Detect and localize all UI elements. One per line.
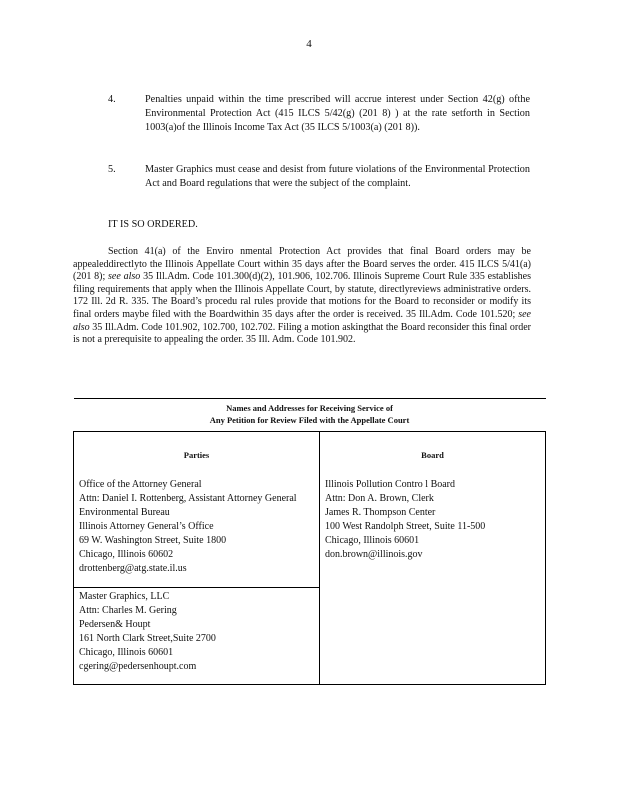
board-line: Attn: Don A. Brown, Clerk <box>325 493 434 504</box>
party-line: Master Graphics, LLC <box>79 591 170 602</box>
board-contact <box>320 476 546 685</box>
appeal-paragraph <box>73 246 531 347</box>
para-part-3: 35 Ill.Adm. Code 101.902, 102.700, 102.702. Filing a motion askingthat the Board reconsider this final order is not a prerequisite to appealing the order. 35 Ill. Adm. Code 101.902. <box>73 321 531 346</box>
title-line-2: Any Petition for Review Filed with the Appellate Court <box>209 415 410 425</box>
party-master-graphics <box>74 588 320 685</box>
see-also-1: see also <box>108 271 141 283</box>
party-line: Chicago, Illinois 60601 <box>79 647 174 658</box>
service-table-title <box>74 399 546 432</box>
party-line: Chicago, Illinois 60602 <box>79 549 174 560</box>
parties-header: Parties <box>74 432 320 477</box>
board-line: Chicago, Illinois 60601 <box>325 535 420 546</box>
item-text: Penalties unpaid within the time prescribed will accrue interest under Section 42(g) ofthe Environmental Protection Act (415 ILCS 5/42(g) (201 8) ) at the rate setforth in Section 1003(a)of the Illinois Income Tax Act (35 ILCS 5/1003(a) (201 8)). <box>145 94 530 133</box>
item-number: 5. <box>108 164 116 175</box>
party-email: cgering@pedersenhoupt.com <box>79 661 197 672</box>
service-table <box>73 398 546 685</box>
board-line: James R. Thompson Center <box>325 507 436 518</box>
item-number: 4. <box>108 94 116 105</box>
party-line: Attn: Charles M. Gering <box>79 605 177 616</box>
party-line: Pedersen& Houpt <box>79 619 151 630</box>
order-item-4 <box>108 93 530 134</box>
board-email: don.brown@illinois.gov <box>325 549 423 560</box>
party-attorney-general <box>74 476 320 588</box>
party-line: 161 North Clark Street,Suite 2700 <box>79 633 216 644</box>
party-line: Illinois Attorney General’s Office <box>79 521 214 532</box>
board-header: Board <box>320 432 546 477</box>
para-part-2: 35 Ill.Adm. Code 101.300(d)(2), 101.906, 102.706. Illinois Supreme Court Rule 335 establishes filing requirements that apply when the Illinois Appellate Court, by statute, directlyreviews administrative orders. 172 Ill. 2d R. 335. The Board’s procedu ral rules provide that motions for the Board to reconsider or modify its final orders maybe filed with the Boardwithin 35 days after the order is received. 35 Ill.Adm. Code 101.520; <box>73 271 531 320</box>
board-line: Illinois Pollution Contro l Board <box>325 479 456 490</box>
para-part-1: Section 41(a) of the Enviro nmental Protection Act provides that final Board orders may be appealeddirectlyto the Illinois Appellate Court within 35 days after the Board serves the order. 415 ILCS 5/41(a) (201 8); <box>73 246 531 283</box>
party-line: 69 W. Washington Street, Suite 1800 <box>79 535 227 546</box>
page-number: 4 <box>306 38 312 50</box>
see-also-2: see also <box>73 308 531 333</box>
board-line: 100 West Randolph Street, Suite 11-500 <box>325 521 486 532</box>
party-line: Attn: Daniel I. Rottenberg, Assistant Attorney General <box>79 493 297 504</box>
party-email: drottenberg@atg.state.il.us <box>79 563 187 574</box>
party-line: Environmental Bureau <box>79 507 170 518</box>
party-line: Office of the Attorney General <box>79 479 202 490</box>
so-ordered: IT IS SO ORDERED. <box>108 219 198 230</box>
title-line-1: Names and Addresses for Receiving Service of <box>226 403 393 413</box>
item-text: Master Graphics must cease and desist from future violations of the Environmental Protection Act and Board regulations that were the subject of the complaint. <box>145 164 530 189</box>
order-item-5 <box>108 163 530 191</box>
